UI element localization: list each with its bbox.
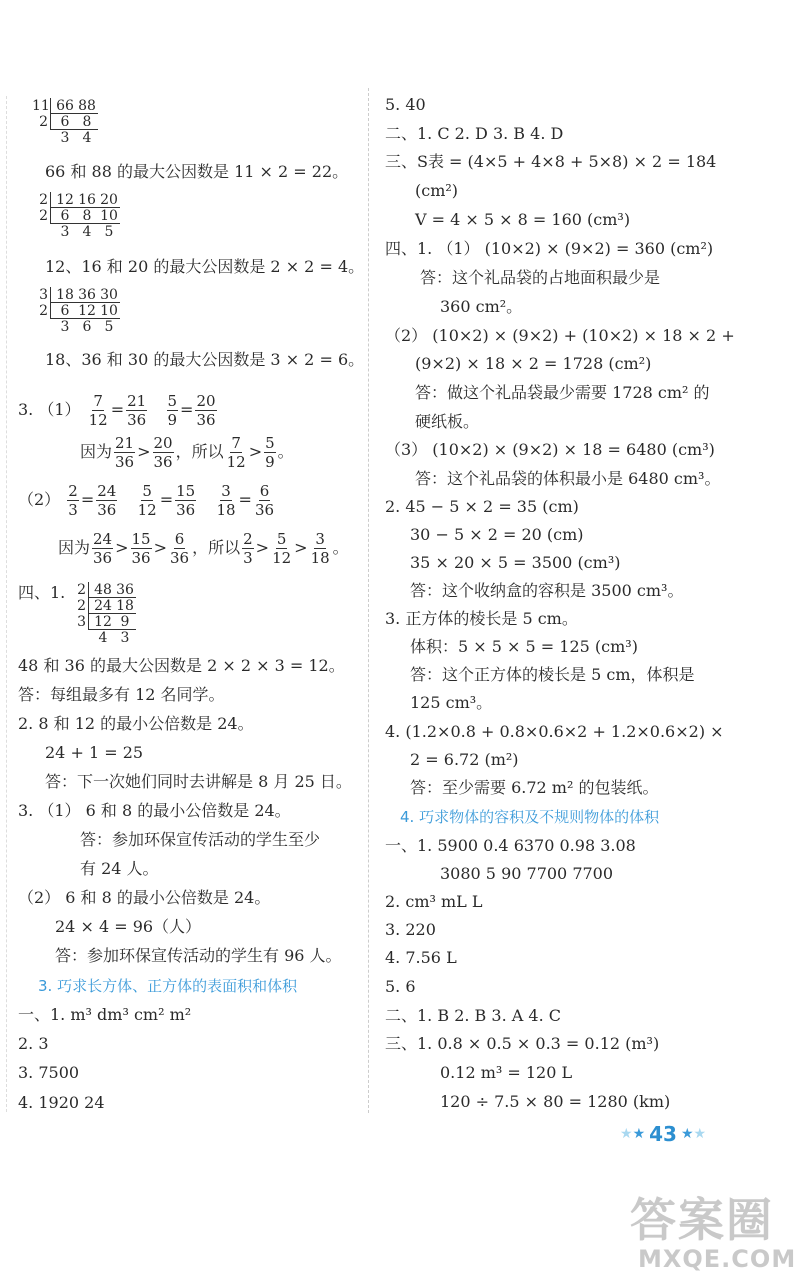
fraction: $\frac{15}{36}$ — [131, 530, 151, 567]
answer-4-3-2: 答：参加环保宣传活动的学生有 96 人。 — [55, 946, 342, 965]
ladder-dividends — [50, 192, 120, 208]
ladder-row — [32, 287, 120, 303]
ladder-number: 5 — [104, 319, 114, 335]
star-icon: ★ — [620, 1126, 633, 1142]
ladder-number: 6 — [82, 319, 92, 335]
answer-line-3-2: 2. 3 — [18, 1034, 49, 1053]
ladder-number: 36 — [116, 582, 134, 598]
ladder-number: 30 — [100, 287, 118, 303]
r-line-16: 30 − 5 × 2 = 20 (cm) — [410, 525, 584, 544]
fraction: $\frac{15}{36}$ — [176, 482, 196, 519]
ladder-number: 20 — [100, 192, 118, 208]
ladder-dividends — [88, 598, 136, 614]
ladder-row — [32, 303, 120, 319]
question-3-2: （2） $\frac{2}{3}$ = $\frac{24}{36}$ $\frac{5}{12}$ = $\frac{15}{36}$ $\frac{3}{18}$ = $\frac{6}{36}$ — [18, 482, 275, 519]
because-text: 因为 — [80, 442, 113, 461]
star-icon: ★ — [632, 1126, 646, 1142]
fraction: $\frac{5}{9}$ — [167, 392, 178, 429]
r-line-4: (cm²) — [415, 181, 459, 200]
division-ladder-1 — [32, 98, 98, 146]
ladder-number: 48 — [94, 582, 112, 598]
answer-4-3-1-line2: 有 24 人。 — [80, 859, 159, 878]
ladder-dividends — [50, 303, 120, 319]
ladder-quotient-row — [70, 630, 136, 646]
r-line-6: 四、1. （1） (10×2) × (9×2) = 360 (cm²) — [385, 239, 714, 258]
section-heading-3: 3. 巧求长方体、正方体的表面积和体积 — [38, 977, 298, 995]
watermark-text: 答案圈 — [630, 1193, 774, 1247]
question-3-1-comparison: 因为 $\frac{21}{36}$ > $\frac{20}{36}$ ，所以 $\frac{7}{12}$ > $\frac{5}{9}$ 。 — [80, 434, 294, 471]
ladder-number: 3 — [60, 130, 70, 146]
r-line-24: 2 = 6.72 (m²) — [410, 750, 519, 769]
r-line-3: 三、S表 = (4×5 + 4×8 + 5×8) × 2 = 184 — [385, 152, 717, 171]
ladder-number: 5 — [104, 224, 114, 240]
question-3-1: 3. （1） $\frac{7}{12}$ = $\frac{21}{36}$ $\frac{5}{9}$ = $\frac{20}{36}$ — [18, 392, 216, 429]
fraction: $\frac{24}{36}$ — [93, 530, 113, 567]
so-text: ，所以 — [192, 538, 241, 557]
r-line-30: 4. 7.56 L — [385, 948, 457, 967]
r-line-9: （2） (10×2) × (9×2) + (10×2) × 18 × 2 + — [385, 326, 735, 345]
fraction: $\frac{3}{18}$ — [310, 530, 330, 567]
ladder-number: 12 — [56, 192, 74, 208]
ladder-row — [32, 114, 98, 130]
ladder-divisor: 2 — [77, 598, 86, 614]
ladder-dividends — [50, 98, 98, 114]
ladder-number: 4 — [98, 630, 108, 646]
page-number — [620, 1122, 706, 1146]
r-line-17: 35 × 20 × 5 = 3500 (cm³) — [410, 553, 621, 572]
so-text: ，所以 — [175, 442, 224, 461]
fraction: $\frac{5}{12}$ — [272, 530, 292, 567]
ladder-number: 8 — [82, 114, 92, 130]
fraction: $\frac{6}{36}$ — [254, 482, 275, 519]
r-line-10: (9×2) × 18 × 2 = 1728 (cm²) — [415, 354, 652, 373]
r-line-27: 3080 5 90 7700 7700 — [440, 864, 614, 883]
division-ladder-4 — [70, 582, 136, 646]
because-text: 因为 — [58, 538, 91, 557]
ladder-quotient-row — [32, 130, 98, 146]
answer-line-3-4: 4. 1920 24 — [18, 1093, 105, 1112]
ladder-row — [70, 614, 136, 630]
ladder-number: 4 — [82, 130, 92, 146]
ladder-number: 3 — [120, 630, 130, 646]
ladder-divisor: 2 — [39, 114, 48, 130]
r-line-18: 答：这个收纳盒的容积是 3500 cm³。 — [410, 581, 684, 600]
fraction: $\frac{21}{36}$ — [127, 392, 147, 429]
r-line-14: 答：这个礼品袋的体积最小是 6480 cm³。 — [415, 469, 721, 488]
fraction: $\frac{2}{3}$ — [68, 482, 78, 519]
fraction: $\frac{20}{36}$ — [196, 392, 216, 429]
ladder-number: 10 — [100, 303, 118, 319]
watermark-url: MXQE.COM — [638, 1245, 797, 1273]
division-ladder-3 — [32, 287, 120, 335]
r-line-11: 答：做这个礼品袋最少需要 1728 cm² 的 — [415, 383, 710, 402]
ladder-number: 9 — [120, 614, 130, 630]
r-line-28: 2. cm³ mL L — [385, 892, 483, 911]
question-label: （2） — [18, 490, 61, 509]
division-ladder-2 — [32, 192, 120, 240]
answer-4-1: 答：每组最多有 12 名同学。 — [18, 685, 225, 704]
ladder-number: 18 — [56, 287, 74, 303]
ladder-divisor: 3 — [39, 287, 48, 303]
star-icon: ★ — [693, 1126, 707, 1142]
gcd-result-4: 48 和 36 的最大公因数是 2 × 2 × 3 = 12。 — [18, 656, 345, 675]
answer-line-3-1: 一、1. m³ dm³ cm² m² — [18, 1005, 192, 1024]
r-line-22: 125 cm³。 — [410, 693, 493, 712]
ladder-dividends — [88, 614, 136, 630]
section-heading-4: 4. 巧求物体的容积及不规则物体的体积 — [400, 808, 660, 826]
fraction: $\frac{7}{12}$ — [88, 392, 108, 429]
fraction: $\frac{5}{9}$ — [265, 434, 275, 471]
ladder-row — [70, 582, 136, 598]
question-4-3-1: 3. （1） 6 和 8 的最小公倍数是 24。 — [18, 801, 291, 820]
r-line-7: 答：这个礼品袋的占地面积最少是 — [420, 268, 661, 287]
ladder-divisor: 11 — [32, 98, 50, 114]
ladder-row — [32, 192, 120, 208]
ladder-quotient-row — [32, 319, 120, 335]
r-line-26: 一、1. 5900 0.4 6370 0.98 3.08 — [385, 836, 636, 855]
gcd-result-1: 66 和 88 的最大公因数是 11 × 2 = 22。 — [45, 162, 349, 181]
question-label: 3. （1） — [18, 400, 81, 419]
r-line-19: 3. 正方体的棱长是 5 cm。 — [385, 609, 578, 628]
r-line-23: 4. (1.2×0.8 + 0.8×0.6×2 + 1.2×0.6×2) × — [385, 722, 724, 741]
r-line-13: （3） (10×2) × (9×2) × 18 = 6480 (cm³) — [385, 440, 715, 459]
question-4-2: 2. 8 和 12 的最小公倍数是 24。 — [18, 714, 254, 733]
r-line-20: 体积：5 × 5 × 5 = 125 (cm³) — [410, 637, 638, 656]
star-icon: ★ — [680, 1126, 694, 1142]
ladder-number: 24 — [94, 598, 112, 614]
r-line-35: 120 ÷ 7.5 × 80 = 1280 (km) — [440, 1092, 671, 1111]
ladder-divisor: 2 — [39, 192, 48, 208]
ladder-number: 12 — [78, 303, 96, 319]
answer-line-3-3: 3. 7500 — [18, 1063, 80, 1082]
r-line-32: 二、1. B 2. B 3. A 4. C — [385, 1006, 561, 1025]
question-3-2-comparison: 因为 $\frac{24}{36}$ > $\frac{15}{36}$ > $\frac{6}{36}$ ，所以 $\frac{2}{3}$ > $\frac{5}{12}$ > $\frac{3}{18}$ 。 — [58, 530, 349, 567]
ladder-divisor: 3 — [77, 614, 86, 630]
left-margin-rule — [6, 96, 7, 1112]
ladder-divisor: 2 — [39, 303, 48, 319]
ladder-number: 18 — [116, 598, 134, 614]
r-line-25: 答：至少需要 6.72 m² 的包装纸。 — [410, 778, 659, 797]
watermark-logo — [630, 1195, 810, 1280]
r-line-8: 360 cm²。 — [440, 297, 523, 316]
r-line-15: 2. 45 − 5 × 2 = 35 (cm) — [385, 497, 579, 516]
ladder-dividends — [50, 208, 120, 224]
fraction: $\frac{2}{3}$ — [243, 530, 253, 567]
r-line-21: 答：这个正方体的棱长是 5 cm，体积是 — [410, 665, 695, 684]
ladder-number: 88 — [78, 98, 96, 114]
fraction: $\frac{5}{12}$ — [137, 482, 157, 519]
r-line-33: 三、1. 0.8 × 0.5 × 0.3 = 0.12 (m³) — [385, 1034, 660, 1053]
ladder-number: 10 — [100, 208, 118, 224]
r-line-5: V = 4 × 5 × 8 = 160 (cm³) — [415, 210, 631, 229]
r-line-31: 5. 6 — [385, 977, 416, 996]
page-number-text: 43 — [649, 1122, 677, 1146]
fraction: $\frac{24}{36}$ — [97, 482, 117, 519]
ladder-divisor: 2 — [77, 582, 86, 598]
ladder-number: 3 — [60, 319, 70, 335]
r-line-2: 二、1. C 2. D 3. B 4. D — [385, 124, 564, 143]
ladder-divisor: 2 — [39, 208, 48, 224]
ladder-number: 4 — [82, 224, 92, 240]
ladder-number: 3 — [60, 224, 70, 240]
fraction: $\frac{6}{36}$ — [170, 530, 190, 567]
answer-4-3-1-line1: 答：参加环保宣传活动的学生至少 — [80, 830, 321, 849]
ladder-dividends — [88, 582, 136, 598]
fraction: $\frac{3}{18}$ — [216, 482, 236, 519]
ladder-number: 16 — [78, 192, 96, 208]
ladder-quotient-row — [32, 224, 120, 240]
ladder-row — [70, 598, 136, 614]
answer-4-2: 答：下一次她们同时去讲解是 8 月 25 日。 — [45, 772, 352, 791]
r-line-1: 5. 40 — [385, 95, 426, 114]
ladder-number: 66 — [56, 98, 74, 114]
ladder-number: 6 — [60, 208, 70, 224]
r-line-34: 0.12 m³ = 120 L — [440, 1063, 573, 1082]
fraction: $\frac{7}{12}$ — [226, 434, 246, 471]
gcd-result-2: 12、16 和 20 的最大公因数是 2 × 2 = 4。 — [45, 257, 365, 276]
ladder-number: 6 — [60, 303, 70, 319]
gcd-result-3: 18、36 和 30 的最大公因数是 3 × 2 = 6。 — [45, 350, 365, 369]
column-divider — [368, 88, 369, 1113]
ladder-row — [32, 208, 120, 224]
ladder-number: 12 — [94, 614, 112, 630]
calc-4-3-2: 24 × 4 = 96（人） — [55, 917, 202, 936]
ladder-number: 8 — [82, 208, 92, 224]
ladder-dividends — [50, 114, 98, 130]
question-4-3-2: （2） 6 和 8 的最小公倍数是 24。 — [18, 888, 271, 907]
ladder-row — [32, 98, 98, 114]
calc-4-2: 24 + 1 = 25 — [45, 743, 144, 762]
r-line-12: 硬纸板。 — [415, 412, 480, 431]
ladder-number: 36 — [78, 287, 96, 303]
fraction: $\frac{20}{36}$ — [153, 434, 173, 471]
ladder-number: 6 — [60, 114, 70, 130]
ladder-dividends — [50, 287, 120, 303]
section-4-label: 四、1. — [18, 583, 66, 602]
fraction: $\frac{21}{36}$ — [115, 434, 135, 471]
r-line-29: 3. 220 — [385, 920, 436, 939]
